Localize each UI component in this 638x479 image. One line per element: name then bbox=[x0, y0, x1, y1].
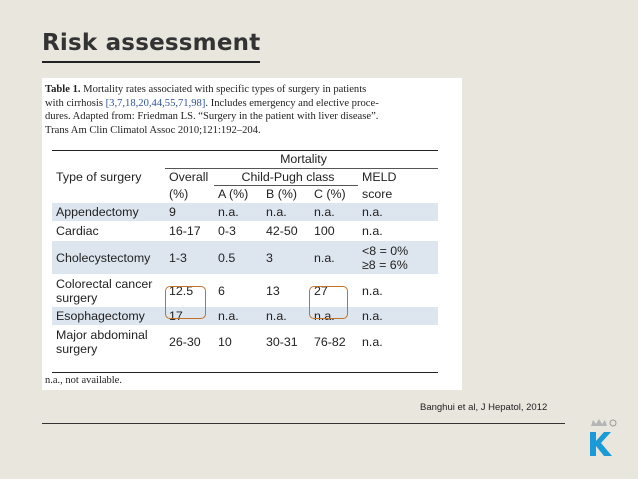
cell-meld: n.a. bbox=[362, 335, 383, 349]
cell-meld bbox=[358, 241, 438, 274]
header-class-b: B (%) bbox=[266, 187, 297, 202]
cell-type bbox=[52, 325, 165, 359]
cell-class-c: n.a. bbox=[310, 241, 358, 274]
slide-title: Risk assessment bbox=[42, 30, 260, 63]
cell-overall: 26-30 bbox=[169, 335, 201, 349]
caption-references: [3,7,18,20,44,55,71,98] bbox=[105, 97, 206, 109]
cell-overall: 9 bbox=[165, 203, 214, 221]
cell-meld: n.a. bbox=[362, 283, 383, 298]
cell-type bbox=[52, 274, 165, 307]
table-row bbox=[52, 203, 438, 221]
citation: Banghui et al, J Hepatol, 2012 bbox=[420, 402, 548, 413]
cell-class-c: n.a. bbox=[310, 307, 358, 325]
type-line: Major abdominal bbox=[56, 328, 148, 342]
type-line: surgery bbox=[56, 342, 98, 356]
cell-meld: n.a. bbox=[358, 307, 438, 325]
header-overall: Overall bbox=[169, 169, 209, 184]
cell-class-a: 6 bbox=[218, 283, 225, 298]
cell-overall: 16-17 bbox=[169, 224, 201, 238]
cell-overall: 17 bbox=[165, 307, 214, 325]
meld-line: <8 = 0% bbox=[362, 243, 409, 258]
cell-type: Appendectomy bbox=[52, 203, 165, 221]
cell-class-c: 27 bbox=[314, 283, 328, 298]
cell-class-c: n.a. bbox=[310, 203, 358, 221]
cell-class-b: 42-50 bbox=[266, 224, 298, 238]
cell-class-c: 100 bbox=[314, 224, 335, 238]
cell-class-a: 0-3 bbox=[218, 224, 236, 238]
mortality-table bbox=[52, 151, 438, 359]
cell-class-a: 10 bbox=[218, 335, 232, 349]
caption-text-1: Mortality rates associated with specific types of surgery in patients bbox=[80, 84, 367, 95]
caption-text-5: Trans Am Clin Climatol Assoc 2010;121:192–204. bbox=[45, 124, 261, 136]
cell-meld: n.a. bbox=[362, 224, 383, 238]
table-bottom-rule bbox=[52, 372, 438, 373]
header-class-a: A (%) bbox=[218, 187, 249, 202]
table-row bbox=[52, 274, 438, 307]
header-class-c: C (%) bbox=[314, 187, 346, 202]
cell-class-b: 13 bbox=[266, 283, 280, 298]
bottom-divider bbox=[42, 423, 565, 424]
header-overall-unit: (%) bbox=[169, 187, 189, 201]
cell-meld: n.a. bbox=[358, 203, 438, 221]
cell-class-a: n.a. bbox=[214, 203, 262, 221]
cell-type: Cholecystectomy bbox=[52, 241, 165, 274]
highlight-overall-colorectal bbox=[165, 286, 206, 319]
caption-text-3: . Includes emergency and elective proce- bbox=[205, 97, 379, 109]
table-row bbox=[52, 241, 438, 274]
table-footnote: n.a., not available. bbox=[45, 375, 122, 386]
table-caption bbox=[45, 83, 460, 137]
cell-overall: 1-3 bbox=[165, 241, 214, 274]
cell-type: Esophagectomy bbox=[52, 307, 165, 325]
table-figure bbox=[42, 78, 462, 390]
cell-type: Cardiac bbox=[56, 224, 99, 238]
table-row bbox=[52, 307, 438, 325]
crown-k-logo-icon bbox=[586, 414, 618, 462]
cell-class-b: n.a. bbox=[262, 203, 310, 221]
table-row bbox=[52, 325, 438, 359]
header-child-pugh: Child-Pugh class bbox=[214, 168, 358, 185]
header-type-of-surgery: Type of surgery bbox=[56, 170, 142, 184]
table-row bbox=[52, 221, 438, 241]
cell-class-c: 76-82 bbox=[314, 335, 346, 349]
cell-class-b: 3 bbox=[262, 241, 310, 274]
cell-class-b: 30-31 bbox=[266, 335, 298, 349]
type-line: Colorectal cancer bbox=[56, 276, 153, 291]
cell-class-b: n.a. bbox=[262, 307, 310, 325]
caption-text-4: dures. Adapted from: Friedman LS. “Surgery in the patient with liver disease”. bbox=[45, 111, 379, 123]
highlight-class-c-colorectal bbox=[309, 286, 348, 319]
header-meld-score: score bbox=[362, 187, 393, 201]
cell-class-a: n.a. bbox=[214, 307, 262, 325]
cell-overall: 12.5 bbox=[169, 283, 194, 298]
meld-line: ≥8 = 6% bbox=[362, 257, 408, 272]
cell-class-a: 0.5 bbox=[214, 241, 262, 274]
caption-text-2: with cirrhosis bbox=[45, 97, 103, 109]
caption-label: Table 1. bbox=[45, 84, 81, 95]
type-line: surgery bbox=[56, 290, 98, 305]
header-mortality: Mortality bbox=[165, 151, 438, 168]
header-meld: MELD bbox=[362, 169, 397, 184]
